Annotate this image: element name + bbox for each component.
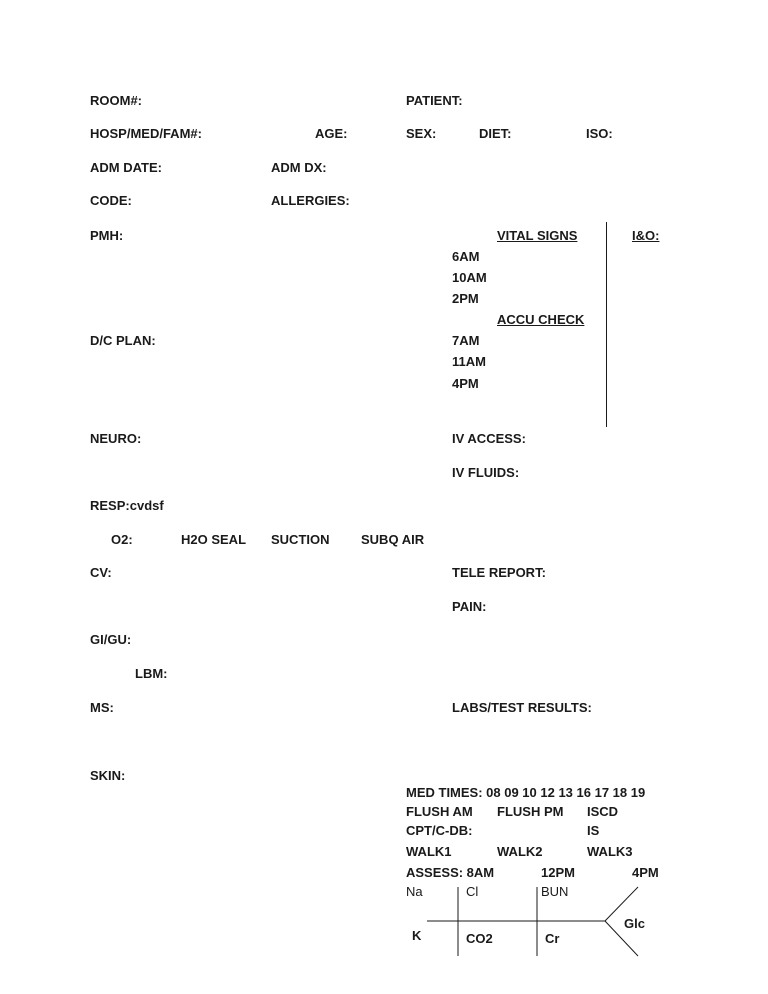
resp-label: RESP:cvdsf	[90, 498, 164, 513]
subq-air-label: SUBQ AIR	[361, 532, 425, 547]
cv-label: CV:	[90, 565, 112, 580]
accu-time-11am: 11AM	[452, 354, 486, 369]
vital-time-6am: 6AM	[452, 249, 480, 264]
diet-label: DIET:	[479, 126, 512, 141]
hosp-med-fam-label: HOSP/MED/FAM#:	[90, 126, 202, 141]
accu-time-7am: 7AM	[452, 333, 480, 348]
patient-label: PATIENT:	[406, 93, 463, 108]
h2o-seal-label: H2O SEAL	[181, 532, 247, 547]
adm-date-label: ADM DATE:	[90, 160, 162, 175]
walk3-label: WALK3	[587, 844, 633, 859]
fishbone-co2: CO2	[466, 931, 493, 946]
fishbone-na: Na	[406, 884, 423, 899]
is-label: IS	[587, 823, 600, 838]
tele-report-label: TELE REPORT:	[452, 565, 546, 580]
suction-label: SUCTION	[271, 532, 330, 547]
fishbone-bun: BUN	[541, 884, 569, 899]
ms-label: MS:	[90, 700, 114, 715]
lbm-label: LBM:	[135, 666, 168, 681]
flush-pm-label: FLUSH PM	[497, 804, 564, 819]
dc-plan-label: D/C PLAN:	[90, 333, 156, 348]
flush-am-label: FLUSH AM	[406, 804, 473, 819]
age-label: AGE:	[315, 126, 348, 141]
iv-fluids-label: IV FLUIDS:	[452, 465, 520, 480]
iv-access-label: IV ACCESS:	[452, 431, 526, 446]
sex-label: SEX:	[406, 126, 437, 141]
adm-dx-label: ADM DX:	[271, 160, 327, 175]
iso-label: ISO:	[586, 126, 613, 141]
walk2-label: WALK2	[497, 844, 543, 859]
cpt-label: CPT/C-DB:	[406, 823, 473, 838]
accu-check-heading: ACCU CHECK	[497, 312, 585, 327]
room-label: ROOM#:	[90, 93, 142, 108]
med-times-label: MED TIMES: 08 09 10 12 13 16 17 18 19	[406, 785, 646, 800]
io-label: I&O:	[632, 228, 660, 243]
vital-time-2pm: 2PM	[452, 291, 479, 306]
vital-time-10am: 10AM	[452, 270, 487, 285]
assess-4pm-label: 4PM	[632, 865, 659, 880]
assess-12pm-label: 12PM	[541, 865, 575, 880]
fishbone-k: K	[412, 928, 422, 943]
code-label: CODE:	[90, 193, 132, 208]
vital-signs-heading: VITAL SIGNS	[497, 228, 578, 243]
pmh-label: PMH:	[90, 228, 124, 243]
pain-label: PAIN:	[452, 599, 487, 614]
o2-label: O2:	[111, 532, 133, 547]
fishbone-cr: Cr	[545, 931, 560, 946]
allergies-label: ALLERGIES:	[271, 193, 350, 208]
neuro-label: NEURO:	[90, 431, 142, 446]
iscd-label: ISCD	[587, 804, 619, 819]
gi-gu-label: GI/GU:	[90, 632, 132, 647]
skin-label: SKIN:	[90, 768, 126, 783]
assess-label: ASSESS: 8AM	[406, 865, 495, 880]
accu-time-4pm: 4PM	[452, 376, 479, 391]
labs-label: LABS/TEST RESULTS:	[452, 700, 592, 715]
fishbone-cl: Cl	[466, 884, 479, 899]
fishbone-glc: Glc	[624, 916, 645, 931]
walk1-label: WALK1	[406, 844, 452, 859]
